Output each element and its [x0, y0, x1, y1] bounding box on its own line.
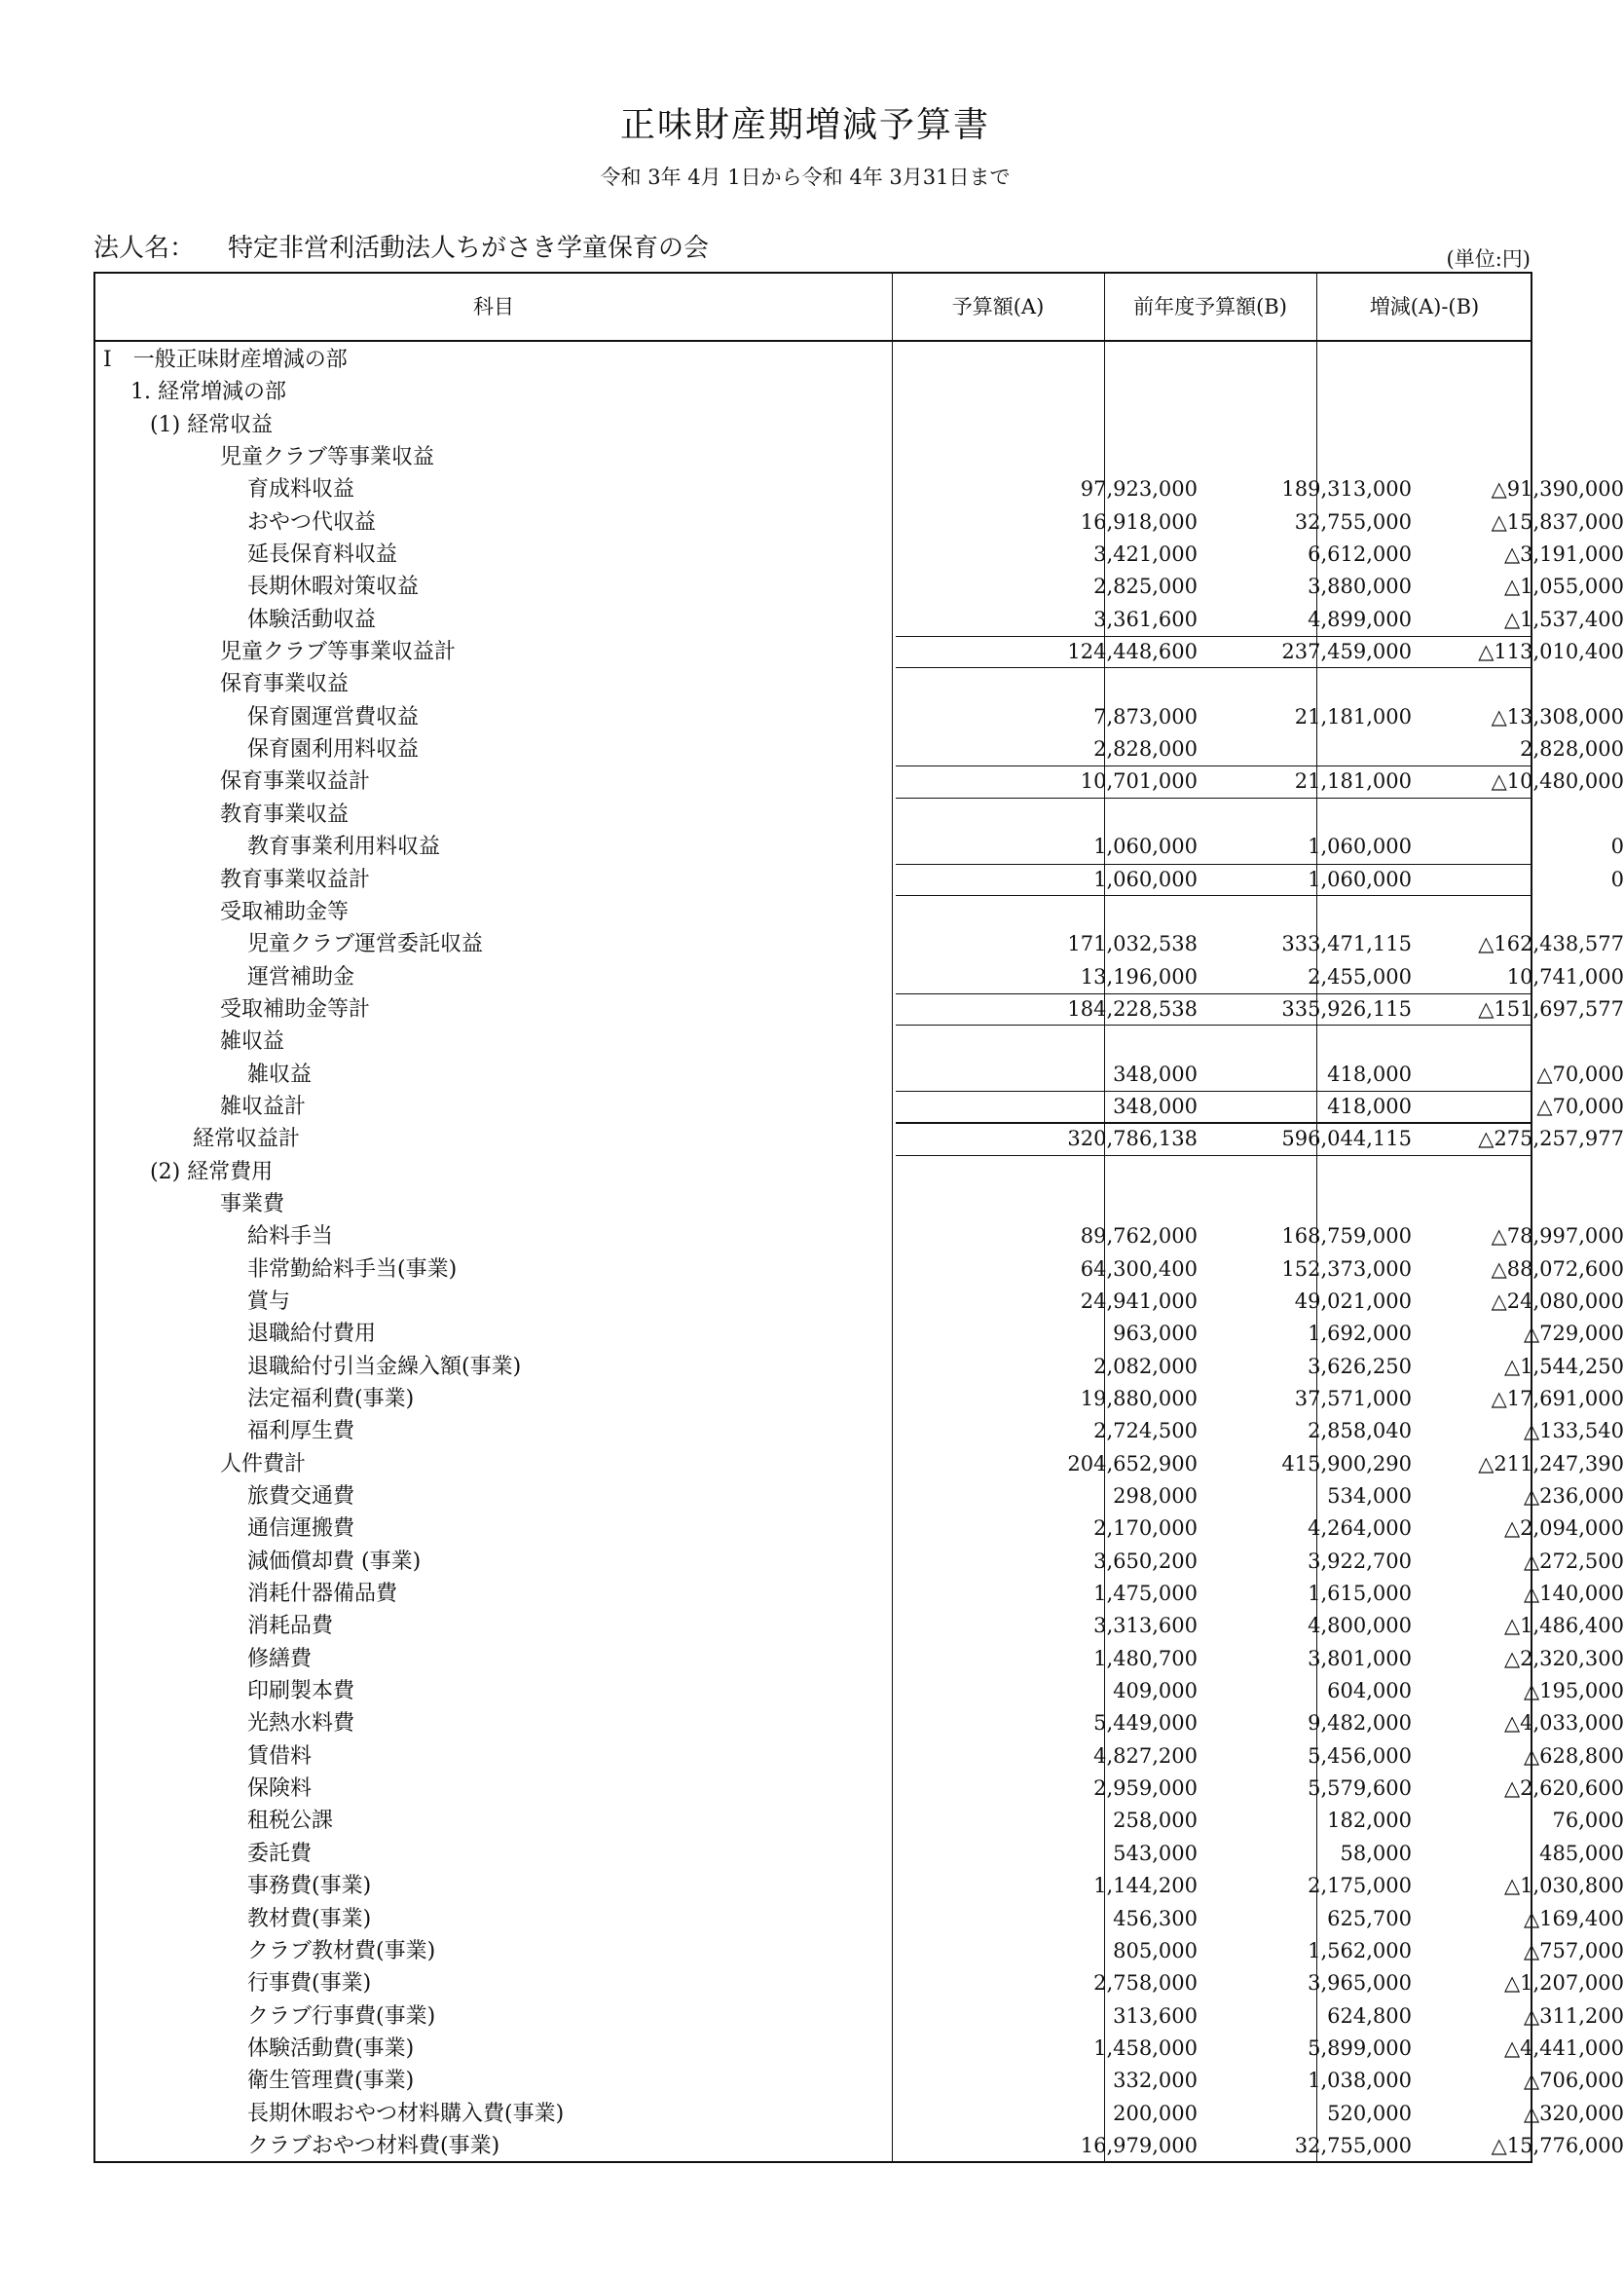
- prev-budget-value: 418,000: [1327, 1062, 1412, 1086]
- prev-budget-value: 335,926,115: [1281, 996, 1412, 1021]
- prev-budget-value: 625,700: [1327, 1906, 1412, 1930]
- table-row: [95, 1512, 1624, 1545]
- prev-budget-value: 152,373,000: [1281, 1256, 1412, 1281]
- prev-budget-value: 4,800,000: [1308, 1614, 1412, 1638]
- budget-value: 313,600: [1113, 2003, 1198, 2028]
- row-label: クラブ教材費(事業): [247, 1938, 436, 1963]
- difference-value: △211,247,390: [1478, 1451, 1624, 1475]
- prev-budget-value: 168,759,000: [1281, 1224, 1412, 1249]
- table-row: [95, 604, 1624, 636]
- table-row: [95, 831, 1624, 863]
- unit-label: (単位:円): [1446, 247, 1531, 271]
- row-label: 非常勤給料手当(事業): [247, 1256, 458, 1282]
- budget-value: 1,060,000: [1093, 835, 1198, 859]
- difference-value: △757,000: [1524, 1938, 1624, 1962]
- difference-value: △133,540: [1524, 1419, 1624, 1443]
- table-row: [95, 441, 1531, 473]
- prev-budget-value: 520,000: [1327, 2101, 1412, 2125]
- budget-value: 124,448,600: [1067, 640, 1198, 664]
- difference-value: △2,620,600: [1503, 1776, 1624, 1801]
- difference-value: △88,072,600: [1491, 1256, 1624, 1281]
- row-label: 育成料収益: [247, 477, 355, 503]
- row-label: (1) 経常収益: [150, 412, 274, 437]
- table-row: [95, 896, 1531, 928]
- budget-value: 13,196,000: [1080, 964, 1198, 989]
- budget-value: 258,000: [1113, 1809, 1198, 1833]
- difference-value: △1,207,000: [1503, 1971, 1624, 1996]
- budget-value: 2,170,000: [1093, 1516, 1198, 1541]
- prev-budget-value: 624,800: [1327, 2003, 1412, 2028]
- budget-value: 3,361,600: [1093, 607, 1198, 631]
- table-row: [95, 1253, 1624, 1286]
- difference-value: △78,997,000: [1491, 1224, 1624, 1249]
- row-label: 賞与: [247, 1288, 291, 1314]
- budget-value: 3,421,000: [1093, 542, 1198, 567]
- prev-budget-value: 182,000: [1327, 1809, 1412, 1833]
- row-label: おやつ代収益: [247, 509, 377, 535]
- difference-value: △195,000: [1524, 1679, 1624, 1703]
- budget-value: 1,475,000: [1093, 1582, 1198, 1606]
- table-row: [95, 1448, 1624, 1480]
- prev-budget-value: 21,181,000: [1294, 769, 1412, 794]
- budget-value: 19,880,000: [1080, 1387, 1198, 1410]
- row-label: 延長保育料収益: [247, 542, 398, 568]
- difference-value: △15,837,000: [1491, 509, 1624, 534]
- table-row: [95, 1707, 1624, 1739]
- difference-value: △236,000: [1524, 1484, 1624, 1509]
- table-row: [95, 376, 1531, 408]
- row-label: 人件費計: [220, 1451, 307, 1476]
- table-row: [95, 1383, 1624, 1415]
- budget-value: 332,000: [1113, 2069, 1198, 2093]
- row-label: 保育事業収益計: [220, 769, 371, 795]
- row-label: 体験活動収益: [247, 607, 377, 632]
- difference-value: △70,000: [1536, 1062, 1624, 1086]
- prev-budget-value: 1,060,000: [1308, 867, 1412, 891]
- table-row: [95, 799, 1531, 831]
- difference-value: △2,320,300: [1503, 1646, 1624, 1670]
- prev-budget-value: 5,579,600: [1308, 1776, 1412, 1801]
- row-label: 法定福利費(事業): [247, 1387, 415, 1411]
- row-label: (2) 経常費用: [150, 1159, 274, 1184]
- difference-value: △1,030,800: [1503, 1874, 1624, 1898]
- difference-value: 0: [1610, 835, 1624, 859]
- budget-value: 1,480,700: [1093, 1646, 1198, 1670]
- table-row: [95, 1156, 1531, 1188]
- row-label: 長期休暇おやつ材料購入費(事業): [247, 2101, 565, 2126]
- prev-budget-value: 604,000: [1327, 1679, 1412, 1703]
- budget-value: 10,701,000: [1080, 769, 1198, 794]
- budget-value: 4,827,200: [1093, 1743, 1198, 1768]
- prev-budget-value: 21,181,000: [1294, 704, 1412, 728]
- row-label: 教育事業利用料収益: [247, 835, 441, 860]
- table-row: [95, 961, 1624, 993]
- row-label: 福利厚生費: [247, 1419, 355, 1444]
- table-row: [95, 1773, 1624, 1805]
- budget-value: 16,979,000: [1080, 2133, 1198, 2157]
- budget-value: 348,000: [1113, 1062, 1198, 1086]
- prev-budget-value: 3,626,250: [1308, 1354, 1412, 1378]
- prev-budget-value: 58,000: [1340, 1841, 1412, 1865]
- row-label: 雑収益計: [220, 1094, 307, 1119]
- table-row: [95, 1026, 1531, 1058]
- prev-budget-value: 5,456,000: [1308, 1743, 1412, 1768]
- difference-value: △311,200: [1524, 2003, 1624, 2028]
- difference-value: △3,191,000: [1503, 542, 1624, 567]
- row-label: 経常収益計: [193, 1127, 301, 1152]
- prev-budget-value: 9,482,000: [1308, 1711, 1412, 1736]
- row-label: 1. 経常増減の部: [130, 380, 286, 405]
- prev-budget-value: 37,571,000: [1294, 1387, 1412, 1410]
- row-label: 教育事業収益計: [220, 867, 371, 892]
- row-label: 行事費(事業): [247, 1971, 372, 1997]
- row-label: 消耗什器備品費: [247, 1582, 398, 1607]
- row-label: 教材費(事業): [247, 1906, 372, 1931]
- table-row: [95, 506, 1624, 539]
- budget-value: 1,144,200: [1093, 1874, 1198, 1898]
- budget-value: 2,959,000: [1093, 1776, 1198, 1801]
- budget-value: 963,000: [1113, 1322, 1198, 1346]
- prev-budget-value: 4,899,000: [1308, 607, 1412, 631]
- prev-budget-value: 1,562,000: [1308, 1938, 1412, 1962]
- prev-budget-value: 1,692,000: [1308, 1322, 1412, 1346]
- prev-budget-value: 1,038,000: [1308, 2069, 1412, 2093]
- prev-budget-value: 2,175,000: [1308, 1874, 1412, 1898]
- table-row: [95, 928, 1624, 960]
- budget-value: 16,918,000: [1080, 509, 1198, 534]
- table-row: [95, 1935, 1624, 1967]
- prev-budget-value: 32,755,000: [1294, 509, 1412, 534]
- difference-value: 10,741,000: [1506, 964, 1624, 989]
- table-row: [95, 1578, 1624, 1610]
- corporation-name: 特定非営利活動法人ちがさき学童保育の会: [228, 234, 710, 263]
- row-label: 運営補助金: [247, 964, 355, 990]
- prev-budget-value: 1,060,000: [1308, 835, 1412, 859]
- difference-value: △706,000: [1524, 2069, 1624, 2093]
- difference-value: △15,776,000: [1491, 2133, 1624, 2157]
- budget-value: 64,300,400: [1080, 1256, 1198, 1281]
- table-row: [95, 1610, 1624, 1642]
- row-label: 衛生管理費(事業): [247, 2069, 415, 2094]
- budget-value: 89,762,000: [1080, 1224, 1198, 1249]
- row-label: 修繕費: [247, 1646, 313, 1671]
- table-row: [95, 2033, 1624, 2065]
- table-row: [95, 1740, 1624, 1773]
- prev-budget-value: 596,044,115: [1281, 1127, 1412, 1151]
- table-row: [95, 701, 1624, 733]
- row-label: 減価償却費 (事業): [247, 1549, 422, 1574]
- budget-value: 3,313,600: [1093, 1614, 1198, 1638]
- row-label: 事務費(事業): [247, 1874, 372, 1899]
- header-divider: [95, 340, 1531, 342]
- difference-value: △320,000: [1524, 2101, 1624, 2125]
- table-row: [95, 344, 1531, 376]
- header-item: 科目: [473, 295, 514, 318]
- header-prev-budget: 前年度予算額(B): [1133, 295, 1287, 318]
- difference-value: △113,010,400: [1478, 640, 1624, 664]
- row-label: 教育事業収益: [220, 802, 350, 827]
- row-label: 租税公課: [247, 1809, 334, 1834]
- document-title: 正味財産期増減予算書: [619, 105, 990, 145]
- prev-budget-value: 189,313,000: [1281, 477, 1412, 502]
- table-row: [95, 1318, 1624, 1350]
- budget-value: 2,082,000: [1093, 1354, 1198, 1378]
- prev-budget-value: 418,000: [1327, 1094, 1412, 1118]
- prev-budget-value: 3,801,000: [1308, 1646, 1412, 1670]
- prev-budget-value: 1,615,000: [1308, 1582, 1412, 1606]
- budget-value: 184,228,538: [1067, 996, 1198, 1021]
- budget-value: 3,650,200: [1093, 1549, 1198, 1573]
- prev-budget-value: 4,264,000: [1308, 1516, 1412, 1541]
- row-label: Ⅰ 一般正味財産増減の部: [103, 348, 348, 372]
- difference-value: △1,537,400: [1503, 607, 1624, 631]
- difference-value: △151,697,577: [1478, 996, 1624, 1021]
- table-row-total: [95, 864, 1624, 896]
- row-label: 受取補助金等計: [220, 996, 371, 1022]
- budget-value: 1,060,000: [1093, 867, 1198, 891]
- prev-budget-value: 2,858,040: [1308, 1419, 1412, 1443]
- budget-value: 2,825,000: [1093, 575, 1198, 599]
- prev-budget-value: 32,755,000: [1294, 2133, 1412, 2157]
- difference-value: △4,441,000: [1503, 2035, 1624, 2060]
- budget-value: 24,941,000: [1080, 1288, 1198, 1313]
- difference-value: △1,486,400: [1503, 1614, 1624, 1638]
- table-row-total: [95, 1091, 1624, 1123]
- table-row: [95, 409, 1531, 441]
- table-row: [95, 668, 1531, 700]
- difference-value: 76,000: [1552, 1809, 1624, 1833]
- row-label: 児童クラブ等事業収益計: [220, 640, 457, 665]
- budget-value: 7,873,000: [1093, 704, 1198, 728]
- prev-budget-value: 333,471,115: [1281, 932, 1412, 956]
- budget-period: 令和 3年 4月 1日から令和 4年 3月31日まで: [600, 166, 1011, 189]
- budget-value: 1,458,000: [1093, 2035, 1198, 2060]
- row-label: 保険料: [247, 1776, 313, 1802]
- row-label: 児童クラブ等事業収益: [220, 445, 435, 470]
- budget-value: 204,652,900: [1067, 1451, 1198, 1475]
- difference-value: △10,480,000: [1491, 769, 1624, 794]
- difference-value: △17,691,000: [1491, 1387, 1624, 1410]
- prev-budget-value: 415,900,290: [1281, 1451, 1412, 1475]
- table-row: [95, 1643, 1624, 1675]
- budget-value: 805,000: [1113, 1938, 1198, 1962]
- table-row-total: [95, 766, 1624, 798]
- row-label: 保育事業収益: [220, 672, 350, 697]
- budget-table: [93, 272, 1624, 2163]
- difference-value: △628,800: [1524, 1743, 1624, 1768]
- budget-value: 409,000: [1113, 1679, 1198, 1703]
- difference-value: △1,544,250: [1503, 1354, 1624, 1378]
- prev-budget-value: 5,899,000: [1308, 2035, 1412, 2060]
- difference-value: 0: [1610, 867, 1624, 891]
- table-row: [95, 1220, 1624, 1252]
- row-label: 通信運搬費: [247, 1516, 355, 1542]
- table-row: [95, 1415, 1624, 1447]
- difference-value: △91,390,000: [1491, 477, 1624, 502]
- difference-value: △4,033,000: [1503, 1711, 1624, 1736]
- table-row: [95, 571, 1624, 603]
- row-label: 光熱水料費: [247, 1711, 355, 1737]
- row-label: 退職給付費用: [247, 1322, 377, 1347]
- budget-value: 543,000: [1113, 1841, 1198, 1865]
- difference-value: △70,000: [1536, 1094, 1624, 1118]
- table-row: [95, 733, 1624, 766]
- budget-value: 2,828,000: [1093, 737, 1198, 762]
- budget-value: 171,032,538: [1067, 932, 1198, 956]
- row-label: 消耗品費: [247, 1614, 334, 1639]
- header-difference: 増減(A)-(B): [1369, 295, 1480, 318]
- table-row: [95, 2098, 1624, 2130]
- difference-value: △24,080,000: [1491, 1288, 1624, 1313]
- row-label: 雑収益: [220, 1029, 285, 1055]
- table-row: [95, 1351, 1624, 1383]
- budget-value: 200,000: [1113, 2101, 1198, 2125]
- budget-value: 2,724,500: [1093, 1419, 1198, 1443]
- table-row: [95, 473, 1624, 505]
- difference-value: △162,438,577: [1478, 932, 1624, 956]
- row-label: 印刷製本費: [247, 1679, 355, 1704]
- corporation-line: [93, 228, 709, 264]
- table-row: [95, 2065, 1624, 2097]
- row-label: クラブおやつ材料費(事業): [247, 2133, 500, 2158]
- difference-value: 2,828,000: [1520, 737, 1624, 762]
- prev-budget-value: 534,000: [1327, 1484, 1412, 1509]
- row-label: 保育園運営費収益: [247, 704, 420, 729]
- row-label: 体験活動費(事業): [247, 2035, 415, 2061]
- row-label: 雑収益: [247, 1062, 313, 1087]
- row-label: 児童クラブ運営委託収益: [247, 932, 484, 957]
- table-row: [95, 1805, 1624, 1837]
- budget-value: 456,300: [1113, 1906, 1198, 1930]
- difference-value: △272,500: [1524, 1549, 1624, 1573]
- table-row: [95, 2130, 1624, 2162]
- row-label: 賃借料: [247, 1743, 313, 1769]
- difference-value: △1,055,000: [1503, 575, 1624, 599]
- row-label: 長期休暇対策収益: [247, 575, 420, 600]
- budget-value: 320,786,138: [1067, 1127, 1198, 1151]
- table-row: [95, 1480, 1624, 1512]
- row-label: 保育園利用料収益: [247, 737, 420, 763]
- budget-value: 97,923,000: [1080, 477, 1198, 502]
- table-row: [95, 1838, 1624, 1870]
- table-row: [95, 1967, 1624, 1999]
- difference-value: △13,308,000: [1491, 704, 1624, 728]
- difference-value: △2,094,000: [1503, 1516, 1624, 1541]
- difference-value: 485,000: [1539, 1841, 1624, 1865]
- table-row: [95, 1059, 1624, 1091]
- table-row-total: [95, 1123, 1624, 1155]
- row-label: 委託費: [247, 1841, 313, 1866]
- table-body: [95, 344, 1624, 2162]
- corporation-label: 法人名：: [93, 234, 196, 263]
- row-label: 旅費交通費: [247, 1484, 355, 1510]
- table-row: [95, 1546, 1624, 1578]
- budget-value: 5,449,000: [1093, 1711, 1198, 1736]
- table-row: [95, 1903, 1624, 1935]
- row-label: 事業費: [220, 1191, 285, 1216]
- header-budget: 予算額(A): [951, 295, 1045, 318]
- prev-budget-value: 6,612,000: [1308, 542, 1412, 567]
- table-row: [95, 1675, 1624, 1707]
- row-label: 給料手当: [247, 1224, 334, 1250]
- prev-budget-value: 3,922,700: [1308, 1549, 1412, 1573]
- prev-budget-value: 3,965,000: [1308, 1971, 1412, 1996]
- difference-value: △169,400: [1524, 1906, 1624, 1930]
- budget-value: 298,000: [1113, 1484, 1198, 1509]
- table-row: [95, 2000, 1624, 2033]
- budget-value: 2,758,000: [1093, 1971, 1198, 1996]
- prev-budget-value: 2,455,000: [1308, 964, 1412, 989]
- prev-budget-value: 3,880,000: [1308, 575, 1412, 599]
- table-row-total: [95, 636, 1624, 668]
- table-row: [95, 539, 1624, 571]
- table-row: [95, 1188, 1531, 1220]
- prev-budget-value: 49,021,000: [1294, 1288, 1412, 1313]
- row-label: クラブ行事費(事業): [247, 2003, 436, 2029]
- difference-value: △729,000: [1524, 1322, 1624, 1346]
- prev-budget-value: 237,459,000: [1281, 640, 1412, 664]
- table-row-total: [95, 993, 1624, 1026]
- row-label: 受取補助金等: [220, 899, 350, 924]
- difference-value: △140,000: [1524, 1582, 1624, 1606]
- budget-value: 348,000: [1113, 1094, 1198, 1118]
- difference-value: △275,257,977: [1478, 1127, 1624, 1151]
- table-row: [95, 1286, 1624, 1318]
- row-label: 退職給付引当金繰入額(事業): [247, 1354, 522, 1379]
- table-row: [95, 1870, 1624, 1902]
